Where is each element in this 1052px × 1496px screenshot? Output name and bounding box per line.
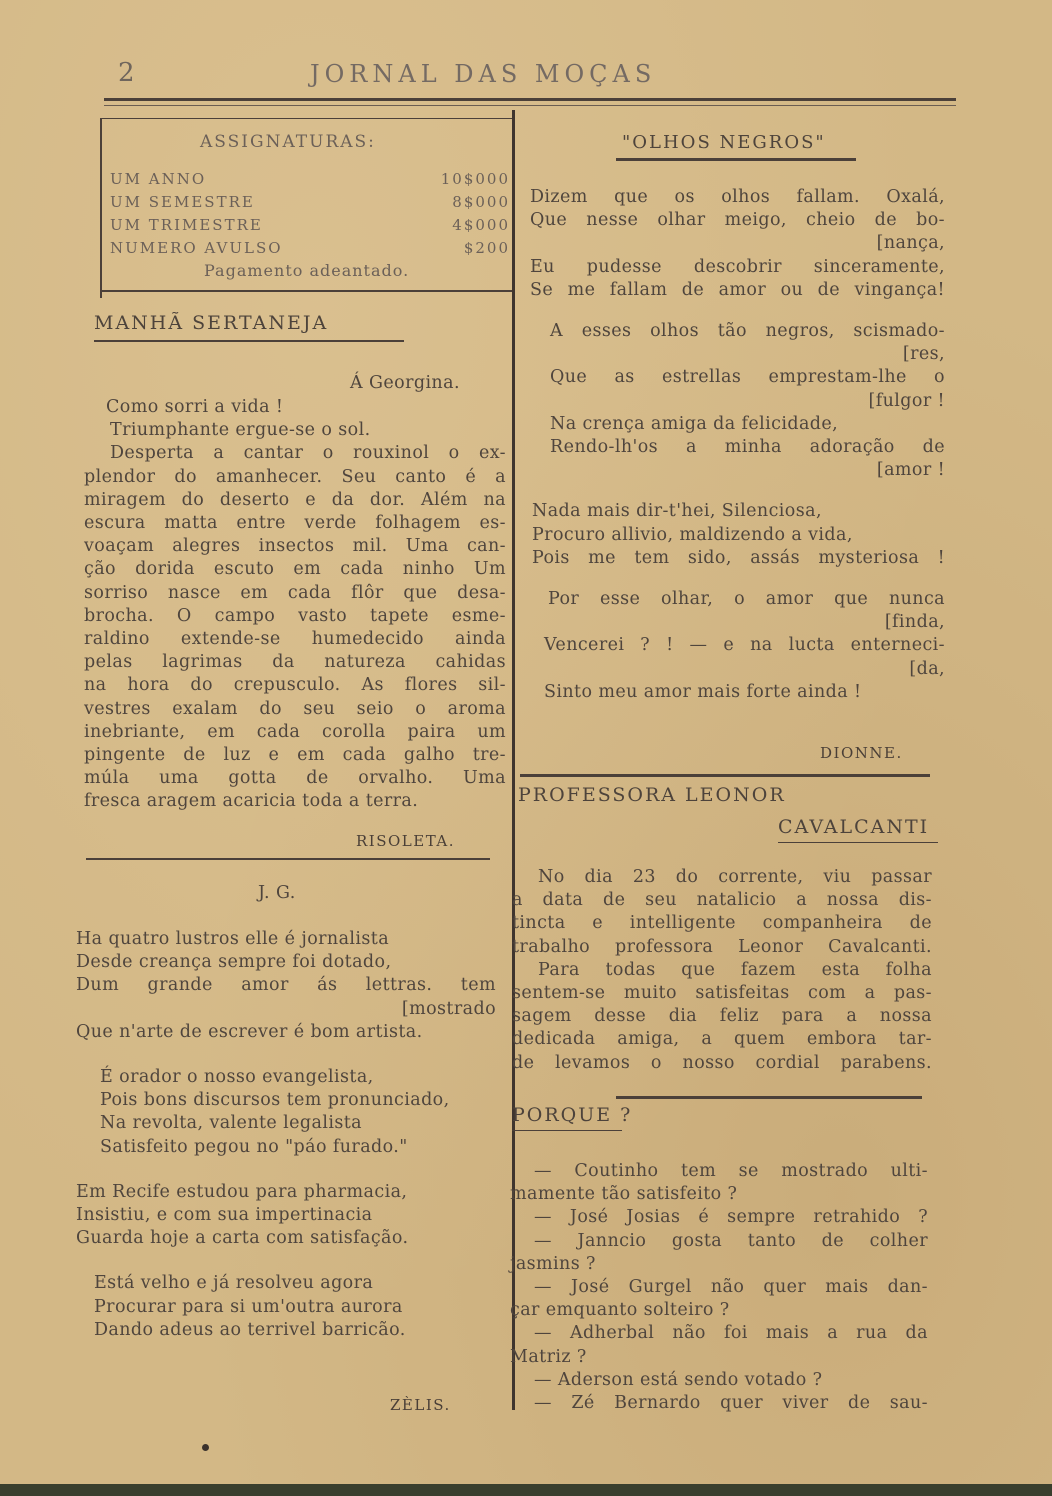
text-line: a data de seu natalicio a nossa dis- <box>512 890 932 911</box>
text-line: — Aderson está sendo votado ? <box>534 1369 823 1390</box>
leonor-title-continued: CAVALCANTI <box>778 816 930 838</box>
text-line: Como sorri a vida ! <box>106 397 284 417</box>
text-line: dedicada amiga, a quem embora tar- <box>512 1029 932 1050</box>
text-line: Dando adeus ao terrivel barricão. <box>94 1319 406 1340</box>
text-line: ção dorida escuto em cada ninho Um <box>84 559 506 580</box>
text-line: Procuro allivio, maldizendo a vida, <box>532 524 853 545</box>
text-line: Dizem que os olhos fallam. Oxalá, <box>530 187 945 207</box>
masthead-rule <box>104 98 956 101</box>
subscription-row: UM SEMESTRE 8$000 <box>110 193 510 211</box>
text-line: múla uma gotta de orvalho. Uma <box>84 768 506 789</box>
subscriptions-note: Pagamento adeantado. <box>204 261 410 280</box>
text-line: mamente tão satisfeito ? <box>510 1184 738 1205</box>
text-line: inebriante, em cada corolla paira um <box>84 721 506 742</box>
section-rule <box>616 1096 922 1099</box>
olhos-title-rule <box>616 158 856 161</box>
text-line: plendor do amanhecer. Seu canto é a <box>84 466 506 487</box>
text-line: — José Gurgel não quer mais dan- <box>534 1277 928 1298</box>
text-line: [amor ! <box>876 460 945 481</box>
text-line: raldino extende-se humedecido ainda <box>84 629 506 650</box>
text-line: tincta e intelligente companheira de <box>512 913 932 934</box>
stanza-gap <box>76 1250 496 1272</box>
subscription-row: UM TRIMESTRE 4$000 <box>110 216 510 234</box>
subscription-row: NUMERO AVULSO $200 <box>110 239 510 257</box>
text-line: [nança, <box>876 233 945 254</box>
text-line: No dia 23 do corrente, viu passar <box>538 867 932 887</box>
subscriptions-table <box>110 170 510 262</box>
text-line: Ha quatro lustros elle é jornalista <box>76 929 390 949</box>
text-line: escura matta entre verde folhagem es- <box>84 513 506 534</box>
leonor-title: PROFESSORA LEONOR <box>518 784 786 806</box>
section-rule <box>520 774 930 777</box>
text-line: Que as estrellas emprestam-lhe o <box>550 367 945 388</box>
text-line: Matriz ? <box>510 1346 587 1367</box>
manha-title-rule <box>94 340 404 342</box>
text-line: Insistiu, e com sua impertinacia <box>76 1205 373 1226</box>
jg-signature: ZÈLIS. <box>390 1396 451 1414</box>
text-line: Procurar para si um'outra aurora <box>94 1296 403 1317</box>
manha-body <box>84 396 506 814</box>
text-line: — Zé Bernardo quer viver de sau- <box>534 1393 928 1414</box>
text-line: [fulgor ! <box>868 390 945 411</box>
text-line: [mostrado <box>401 998 496 1019</box>
text-line: [finda, <box>884 612 945 633</box>
text-line: Que nesse olhar meigo, cheio de bo- <box>530 210 945 231</box>
text-line: trabalho professora Leonor Cavalcanti. <box>512 936 932 957</box>
text-line: Guarda hoje a carta com satisfação. <box>76 1228 409 1249</box>
leonor-body <box>512 866 932 1075</box>
section-rule <box>86 858 490 860</box>
text-line: — José Josias é sempre retrahido ? <box>534 1207 928 1228</box>
text-line: Em Recife estudou para pharmacia, <box>76 1181 408 1202</box>
text-line: Por esse olhar, o amor que nunca <box>548 589 945 610</box>
text-line: Desde creança sempre foi dotado, <box>76 952 392 973</box>
text-line: Vencerei ? ! — e na lucta enterneci- <box>544 635 945 656</box>
jg-title: J. G. <box>258 883 296 903</box>
text-line: Pois bons discursos tem pronunciado, <box>100 1090 450 1111</box>
text-line: É orador o nosso evangelista, <box>100 1067 374 1088</box>
text-line: Sinto meu amor mais forte ainda ! <box>544 681 862 702</box>
olhos-signature: DIONNE. <box>820 744 903 762</box>
text-line: pelas lagrimas da natureza cahidas <box>84 652 506 673</box>
subscriptions-box <box>100 118 512 298</box>
text-line: sagem desse dia feliz para a nossa <box>512 1006 932 1027</box>
subscription-row: UM ANNO 10$000 <box>110 170 510 188</box>
masthead-rule-thin <box>104 105 956 106</box>
stanza-gap <box>76 1044 496 1066</box>
text-line: A esses olhos tão negros, scismado- <box>550 321 945 342</box>
stanza-gap <box>530 302 945 320</box>
jg-poem <box>76 928 496 1342</box>
text-line: Que n'arte de escrever é bom artista. <box>76 1021 423 1042</box>
text-line: jasmins ? <box>510 1253 596 1274</box>
text-line: Para todas que fazem esta folha <box>538 959 932 980</box>
page-number: 2 <box>118 58 136 88</box>
porque-title-rule <box>512 1130 622 1131</box>
manha-signature: RISOLETA. <box>356 832 455 850</box>
text-line: voaçam alegres insectos mil. Uma can- <box>84 536 506 557</box>
olhos-poem <box>530 186 945 704</box>
text-line: Na revolta, valente legalista <box>100 1113 362 1134</box>
porque-title: PORQUE ? <box>512 1104 633 1126</box>
manha-title: MANHÃ SERTANEJA <box>94 312 329 334</box>
text-line: Nada mais dir-t'hei, Silenciosa, <box>532 501 822 522</box>
text-line: çar emquanto solteiro ? <box>510 1300 730 1321</box>
stanza-gap <box>530 570 945 588</box>
text-line: Se me fallam de amor ou de vingança! <box>530 279 945 300</box>
leonor-title-rule <box>778 842 938 843</box>
text-line: [da, <box>909 658 945 679</box>
text-line: [res, <box>902 344 945 365</box>
text-line: vestres exalam do seu seio o aroma <box>84 698 506 719</box>
text-line: miragem do deserto e da dor. Além na <box>84 489 506 510</box>
ink-speck <box>202 1444 209 1451</box>
text-line: Na crença amiga da felicidade, <box>550 413 839 434</box>
manha-dedication: Á Georgina. <box>350 373 460 393</box>
text-line: — Janncio gosta tanto de colher <box>534 1230 928 1251</box>
text-line: Eu pudesse descobrir sinceramente, <box>530 256 945 277</box>
text-line: Desperta a cantar o rouxinol o ex- <box>110 443 506 464</box>
text-line: Pois me tem sido, assás mysteriosa ! <box>532 547 945 568</box>
stanza-gap <box>76 1159 496 1181</box>
text-line: sentem-se muito satisfeitas com a pas- <box>512 983 932 1004</box>
text-line: — Coutinho tem se mostrado ulti- <box>534 1161 928 1181</box>
text-line: Triumphante ergue-se o sol. <box>110 420 371 441</box>
text-line: — Adherbal não foi mais a rua da <box>534 1323 928 1344</box>
text-line: Dum grande amor ás lettras. tem <box>76 975 496 996</box>
text-line: de levamos o nosso cordial parabens. <box>512 1052 932 1073</box>
text-line: Está velho e já resolveu agora <box>94 1273 374 1294</box>
stanza-gap <box>530 482 945 500</box>
text-line: Rendo-lh'os a minha adoração de <box>550 437 945 458</box>
masthead-title: JORNAL DAS MOÇAS <box>310 60 657 88</box>
subscriptions-title: ASSIGNATURAS: <box>200 132 376 152</box>
porque-body <box>510 1160 928 1415</box>
text-line: na hora do crepusculo. As flores sil- <box>84 675 506 696</box>
olhos-title: "OLHOS NEGROS" <box>622 132 826 153</box>
text-line: sorriso nasce em cada flôr que desa- <box>84 582 506 603</box>
text-line: fresca aragem acaricia toda a terra. <box>84 791 419 812</box>
text-line: brocha. O campo vasto tapete esme- <box>84 605 506 626</box>
text-line: pingente de luz e em cada galho tre- <box>84 745 506 766</box>
text-line: Satisfeito pegou no "páo furado." <box>100 1136 408 1157</box>
page-bottom-edge <box>0 1484 1052 1496</box>
